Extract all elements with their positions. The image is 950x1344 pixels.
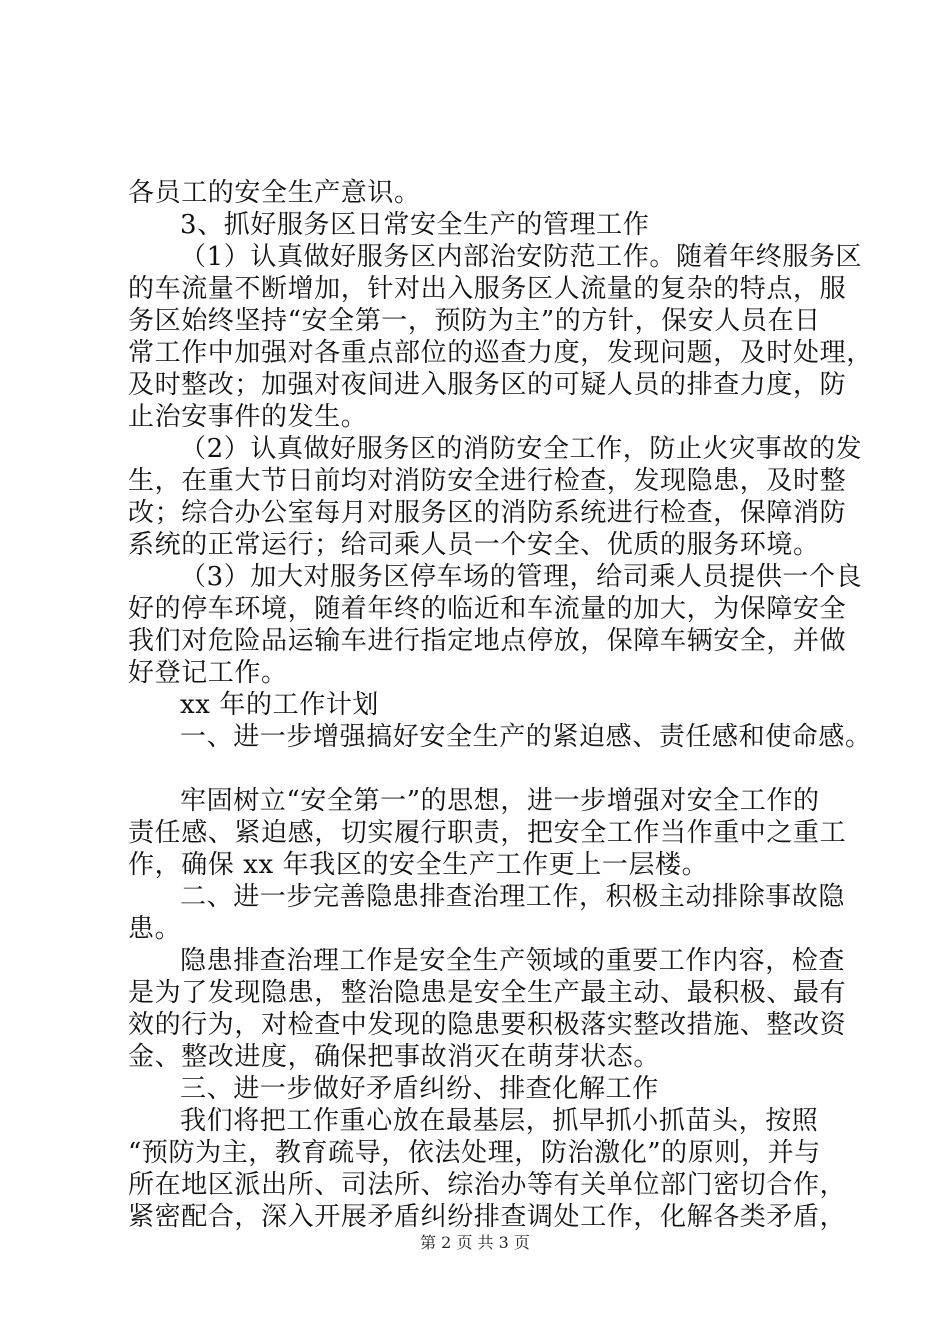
text-line: 是为了发现隐患，整治隐患是安全生产最主动、最积极、最有 — [128, 978, 847, 1008]
text-line: （2）认真做好服务区的消防安全工作，防止火灾事故的发 — [180, 434, 863, 464]
text-line: 我们将把工作重心放在最基层，抓早抓小抓苗头，按照 — [180, 1106, 819, 1136]
text-line: 效的行为，对检查中发现的隐患要积极落实整改措施、整改资 — [128, 1010, 847, 1040]
text-line: 好的停车环境，随着年终的临近和车流量的加大，为保障安全 — [128, 594, 847, 624]
section-heading: 三、进一步做好矛盾纠纷、排查化解工作 — [180, 1074, 659, 1104]
section-heading: 患。 — [128, 914, 182, 944]
text-line: （3）加大对服务区停车场的管理，给司乘人员提供一个良 — [180, 562, 863, 592]
text-line: 止治安事件的发生。 — [128, 402, 368, 432]
text-line: 牢固树立“安全第一”的思想，进一步增强对安全工作的 — [180, 786, 820, 816]
text-line: 常工作中加强对各重点部位的巡查力度，发现问题，及时处理， — [128, 338, 873, 368]
text-line: 好登记工作。 — [128, 658, 288, 688]
text-line: 紧密配合，深入开展矛盾纠纷排查调处工作，化解各类矛盾， — [128, 1202, 847, 1232]
text-line: 所在地区派出所、司法所、综治办等有关单位部门密切合作， — [128, 1170, 847, 1200]
text-line: 我们对危险品运输车进行指定地点停放，保障车辆安全，并做 — [128, 626, 847, 656]
section-heading: 一、进一步增强搞好安全生产的紧迫感、责任感和使命感。 — [180, 722, 872, 752]
section-heading: xx 年的工作计划 — [180, 690, 379, 720]
text-line: 系统的正常运行；给司乘人员一个安全、优质的服务环境。 — [128, 530, 820, 560]
text-line: 改；综合办公室每月对服务区的消防系统进行检查，保障消防 — [128, 498, 847, 528]
text-line: 金、整改进度，确保把事故消灭在萌芽状态。 — [128, 1042, 661, 1072]
text-line: 隐患排查治理工作是安全生产领域的重要工作内容，检查 — [180, 946, 846, 976]
text-line: 责任感、紧迫感，切实履行职责，把安全工作当作重中之重工 — [128, 818, 847, 848]
section-heading: 二、进一步完善隐患排查治理工作，积极主动排除事故隐 — [180, 882, 846, 912]
section-heading: 3、抓好服务区日常安全生产的管理工作 — [180, 210, 650, 240]
text-line: 各员工的安全生产意识。 — [128, 178, 421, 208]
text-line: （1）认真做好服务区内部治安防范工作。随着年终服务区 — [180, 242, 863, 272]
text-line: 生，在重大节日前均对消防安全进行检查，发现隐患，及时整 — [128, 466, 847, 496]
text-line: 的车流量不断增加，针对出入服务区人流量的复杂的特点，服 — [128, 274, 847, 304]
text-line: 作，确保 xx 年我区的安全生产工作更上一层楼。 — [128, 850, 709, 880]
page-number-footer: 第 2 页 共 3 页 — [420, 1233, 530, 1252]
text-line: 务区始终坚持“安全第一，预防为主”的方针，保安人员在日 — [128, 306, 821, 336]
text-line: 及时整改；加强对夜间进入服务区的可疑人员的排查力度，防 — [128, 370, 847, 400]
text-line: “预防为主，教育疏导，依法处理，防治激化”的原则，并与 — [128, 1138, 821, 1168]
